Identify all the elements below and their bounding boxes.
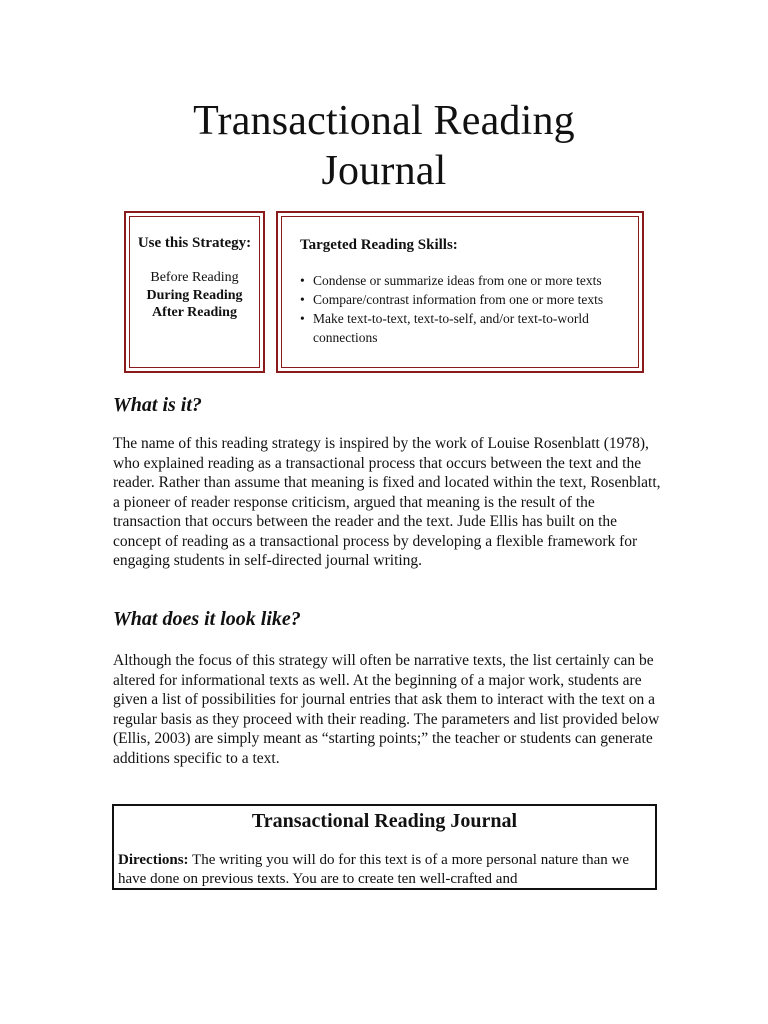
page-title-line-1: Transactional Reading xyxy=(193,98,575,144)
skills-box xyxy=(276,211,644,373)
skill-text: Make text-to-text, text-to-self, and/or text-to-world connections xyxy=(313,311,589,345)
bullet-icon: • xyxy=(300,273,305,288)
journal-box xyxy=(112,804,657,890)
skill-text: Condense or summarize ideas from one or more texts xyxy=(313,273,602,288)
strategy-item-before-reading: Before Reading xyxy=(150,270,239,285)
directions-text: The writing you will do for this text is of a more personal nature than we have done on previous texts. You are to create ten well-crafted and xyxy=(118,852,630,887)
skill-item xyxy=(300,309,635,347)
section-heading-what-does-it-look-like: What does it look like? xyxy=(113,608,301,630)
skills-heading: Targeted Reading Skills: xyxy=(300,237,458,253)
what-is-it-paragraph: The name of this reading strategy is inspired by the work of Louise Rosenblatt (1978), who explained reading as a transactional process that occurs between the text and the reader. Rather than assume that meaning is fixed and located within the text, Rosenblatt, a pioneer of reader response criticism, argued that meaning is the result of the transaction that occurs between the reader and the text. Jude Ellis has built on the concept of reading as a transactional process by developing a flexible framework for engaging students in self-directed journal writing. xyxy=(113,435,661,569)
what-does-it-look-like-paragraph: Although the focus of this strategy will often be narrative texts, the list certainly can be altered for informational texts as well. At the beginning of a major work, students are given a list of possibilities for journal entries that ask them to interact with the text on a regular basis as they proceed with their reading. The parameters and list provided below (Ellis, 2003) are simply meant as “starting points;” the teacher or students can generate additions specific to a text. xyxy=(113,652,660,767)
journal-directions xyxy=(118,851,648,889)
strategy-heading: Use this Strategy: xyxy=(137,235,252,251)
strategy-item-after-reading: After Reading xyxy=(152,305,237,320)
directions-label: Directions: xyxy=(118,852,189,868)
strategy-box xyxy=(124,211,265,373)
skill-text: Compare/contrast information from one or more texts xyxy=(313,292,604,307)
bullet-icon: • xyxy=(300,311,305,326)
strategy-item-during-reading: During Reading xyxy=(146,288,243,303)
bullet-icon: • xyxy=(300,292,305,307)
section-heading-what-is-it: What is it? xyxy=(113,394,202,416)
journal-box-title: Transactional Reading Journal xyxy=(251,810,518,832)
skills-list xyxy=(300,271,635,347)
page-title-line-2: Journal xyxy=(321,148,447,194)
skill-item xyxy=(300,271,635,290)
skill-item xyxy=(300,290,635,309)
